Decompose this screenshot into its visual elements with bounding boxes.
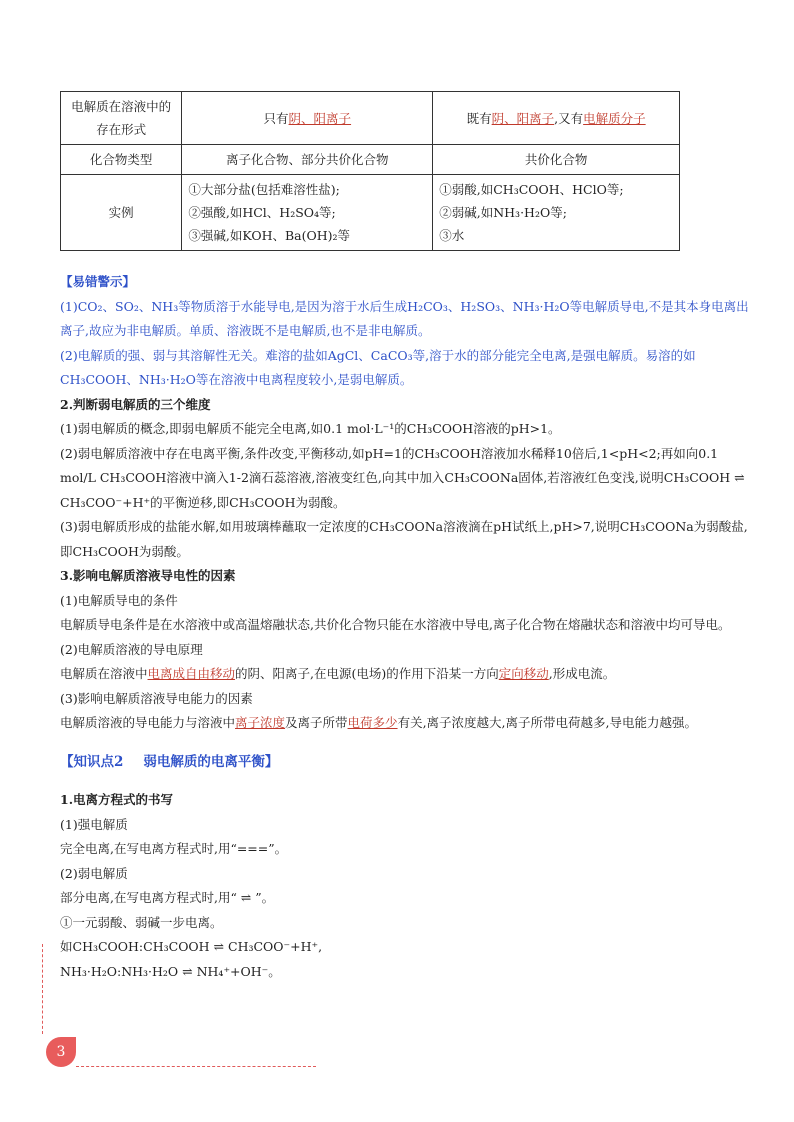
text-span: 电解质溶液的导电能力与溶液中 <box>60 715 236 730</box>
table-cell <box>182 175 433 251</box>
cell-text: 既有 <box>466 110 492 126</box>
cell-line: ②弱碱,如NH₃·H₂O等; <box>439 205 567 220</box>
text-span: 电解质在溶液中 <box>60 666 148 681</box>
subheading: (2)电解质溶液的导电原理 <box>60 641 203 657</box>
paragraph <box>60 662 750 687</box>
page-number: 3 <box>46 1037 76 1067</box>
cell-text: ,又有 <box>554 110 584 126</box>
decorative-dashed-line <box>76 1066 316 1067</box>
decorative-dashed-line <box>42 944 43 1034</box>
table-row <box>61 175 680 251</box>
subheading: (1)强电解质 <box>60 816 128 832</box>
section-heading: 2.判断弱电解质的三个维度 <box>60 396 211 412</box>
answer-text: 电荷多少 <box>347 715 398 730</box>
text-span: 及离子所带 <box>285 715 348 730</box>
warning-title: 【易错警示】 <box>60 274 136 289</box>
table-row <box>61 92 680 145</box>
main-text <box>60 270 750 984</box>
table-cell <box>182 92 433 145</box>
subheading: (3)影响电解质溶液导电能力的因素 <box>60 690 253 706</box>
paragraph: 电解质导电条件是在水溶液中或高温熔融状态,共价化合物只能在水溶液中导电,离子化合物在熔融状态和溶液中均可导电。 <box>60 617 731 632</box>
answer-text: 电离成自由移动 <box>147 666 236 681</box>
row-header: 电解质在溶液中的存在形式 <box>61 92 182 145</box>
table-cell <box>433 92 680 145</box>
paragraph: 完全电离,在写电离方程式时,用“===”。 <box>60 841 288 856</box>
answer-text: 阴、阳离子 <box>491 110 555 126</box>
paragraph: 部分电离,在写电离方程式时,用“ ⇌ ”。 <box>60 890 275 905</box>
equation: 如CH₃COOH:CH₃COOH ⇌ CH₃COO⁻+H⁺, <box>60 939 323 954</box>
table-cell: 离子化合物、部分共价化合物 <box>182 145 433 175</box>
answer-text: 阴、阳离子 <box>288 110 352 126</box>
equation: NH₃·H₂O:NH₃·H₂O ⇌ NH₄⁺+OH⁻。 <box>60 963 281 979</box>
table-row <box>61 145 680 175</box>
knowledge-point-title: 弱电解质的电离平衡】 <box>143 753 279 770</box>
text-span: 的阴、阳离子,在电源(电场)的作用下沿某一方向 <box>235 666 499 681</box>
answer-text: 电解质分子 <box>583 110 646 126</box>
row-header: 实例 <box>61 175 182 251</box>
cell-line: ②强酸,如HCl、H₂SO₄等; <box>188 205 336 220</box>
section-heading: 1.电离方程式的书写 <box>60 792 174 807</box>
knowledge-point-heading <box>60 750 750 775</box>
section-heading: 3.影响电解质溶液导电性的因素 <box>60 568 236 583</box>
table-cell <box>433 175 680 251</box>
answer-text: 定向移动 <box>498 666 549 681</box>
answer-text: 离子浓度 <box>235 715 286 730</box>
paragraph: ①一元弱酸、弱碱一步电离。 <box>60 914 223 930</box>
warning-paragraph: (2)电解质的强、弱与其溶解性无关。难溶的盐如AgCl、CaCO₃等,溶于水的部分能完全电离,是强电解质。易溶的如CH₃COOH、NH₃·H₂O等在溶液中电离程度较小,是弱电解质。 <box>60 347 696 387</box>
knowledge-point-label: 【知识点2 <box>60 753 124 770</box>
text-span: 有关,离子浓度越大,离子所带电荷越多,导电能力越强。 <box>397 715 697 730</box>
cell-text: 只有 <box>263 110 289 126</box>
cell-line: ①弱酸,如CH₃COOH、HClO等; <box>439 182 624 197</box>
paragraph: (3)弱电解质形成的盐能水解,如用玻璃棒蘸取一定浓度的CH₃COONa溶液滴在pH试纸上,pH>7,说明CH₃COONa为弱酸盐,即CH₃COOH为弱酸。 <box>60 519 748 559</box>
cell-line: ③强碱,如KOH、Ba(OH)₂等 <box>188 228 351 243</box>
cell-line: ③水 <box>439 228 465 243</box>
electrolyte-comparison-table <box>60 91 680 251</box>
warning-paragraph: (1)CO₂、SO₂、NH₃等物质溶于水能导电,是因为溶于水后生成H₂CO₃、H₂SO₃、NH₃·H₂O等电解质导电,不是其本身电离出离子,故应为非电解质。单质、溶液既不是电解质,也不是非电解质。 <box>60 298 749 338</box>
subheading: (2)弱电解质 <box>60 865 128 881</box>
row-header: 化合物类型 <box>61 145 182 175</box>
paragraph: (2)弱电解质溶液中存在电离平衡,条件改变,平衡移动,如pH=1的CH₃COOH溶液加水稀释10倍后,1<pH<2;再如向0.1 mol/L CH₃COOH溶液中滴入1-2滴石蕊溶液,溶液变红色,向其中加入CH₃COONa固体,若溶液红色变浅,说明CH₃COOH ⇌ CH₃COO⁻+H⁺的平衡逆移,即CH₃COOH为弱酸。 <box>60 445 745 510</box>
cell-line: ①大部分盐(包括难溶性盐); <box>188 182 340 197</box>
subheading: (1)电解质导电的条件 <box>60 592 178 608</box>
paragraph <box>60 711 750 736</box>
paragraph: (1)弱电解质的概念,即弱电解质不能完全电离,如0.1 mol·L⁻¹的CH₃COOH溶液的pH>1。 <box>60 421 561 436</box>
text-span: ,形成电流。 <box>548 666 616 681</box>
table-cell: 共价化合物 <box>433 145 680 175</box>
